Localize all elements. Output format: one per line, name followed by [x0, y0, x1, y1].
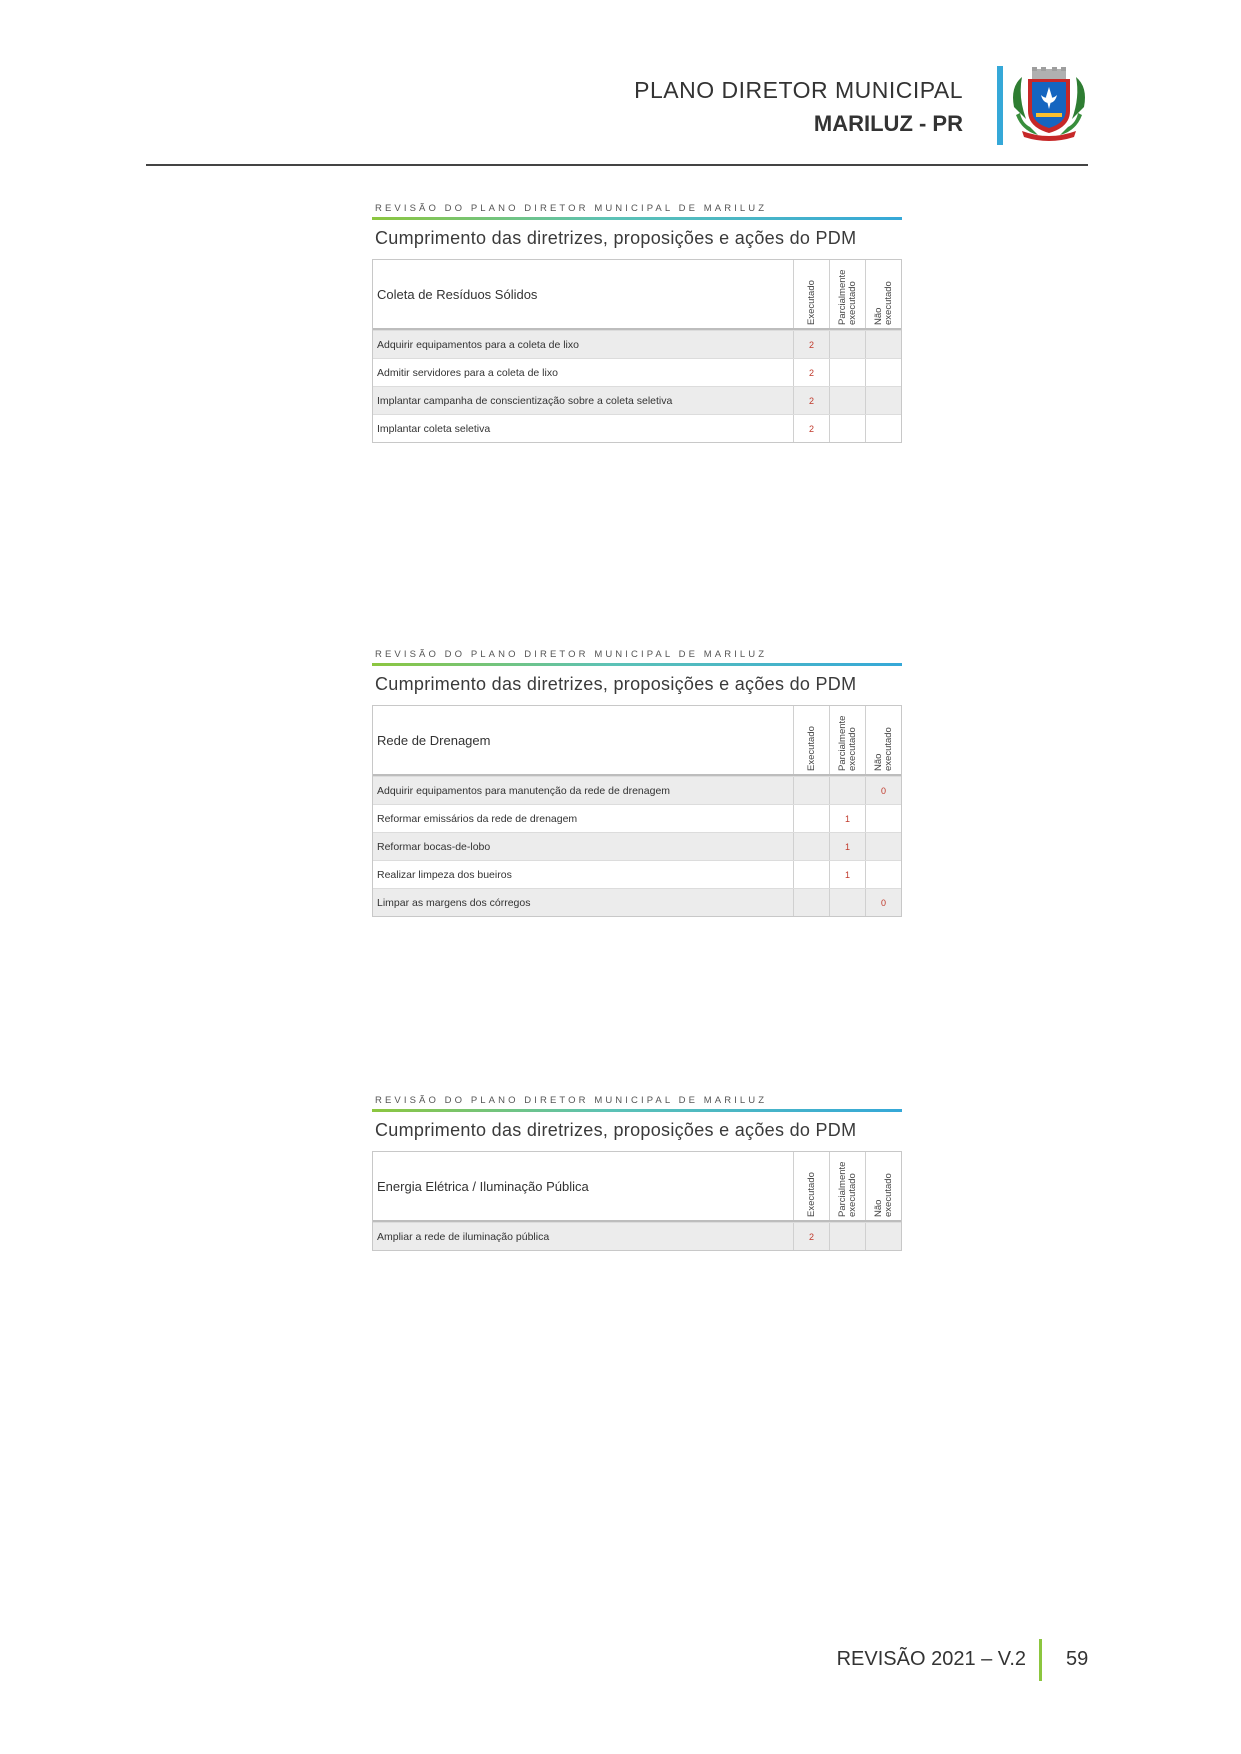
section-name: Energia Elétrica / Iluminação Pública [373, 1152, 794, 1220]
row-label: Adquirir equipamentos para a coleta de lixo [373, 331, 794, 358]
footer-accent-bar [1039, 1639, 1042, 1681]
block-accent-line [372, 1109, 902, 1112]
executado-value [794, 805, 830, 832]
table-header [373, 706, 901, 776]
nao-value [866, 805, 901, 832]
column-parcialmente-executado: Parcialmente executado [830, 260, 866, 328]
row-label: Reformar emissários da rede de drenagem [373, 805, 794, 832]
executado-value [794, 889, 830, 916]
block-accent-line [372, 663, 902, 666]
table-row [373, 860, 901, 888]
parcial-value [830, 1223, 866, 1250]
parcial-value [830, 359, 866, 386]
parcial-value: 1 [830, 833, 866, 860]
nao-value [866, 861, 901, 888]
column-executado: Executado [794, 260, 830, 328]
compliance-table [372, 1151, 902, 1251]
section-name: Rede de Drenagem [373, 706, 794, 774]
compliance-table [372, 259, 902, 443]
nao-value [866, 1223, 901, 1250]
table-row [373, 358, 901, 386]
block-title: Cumprimento das diretrizes, proposições e ações do PDM [375, 674, 857, 694]
nao-value [866, 331, 901, 358]
executado-value [794, 861, 830, 888]
nao-value [866, 833, 901, 860]
table-row [373, 776, 901, 804]
parcial-value [830, 415, 866, 442]
column-executado: Executado [794, 1152, 830, 1220]
executado-value: 2 [794, 415, 830, 442]
row-label: Adquirir equipamentos para manutenção da rede de drenagem [373, 777, 794, 804]
column-nao-executado: Não executado [872, 281, 894, 325]
coat-of-arms-icon [1008, 67, 1090, 145]
parcial-value [830, 331, 866, 358]
table-row [373, 888, 901, 916]
page-number: 59 [1066, 1648, 1089, 1670]
compliance-block-drenagem [372, 649, 902, 919]
header-divider [146, 164, 1088, 166]
nao-value [866, 359, 901, 386]
nao-value [866, 387, 901, 414]
parcial-value [830, 777, 866, 804]
executado-value [794, 833, 830, 860]
compliance-table [372, 705, 902, 917]
block-subtitle: REVISÃO DO PLANO DIRETOR MUNICIPAL DE MARILUZ [375, 203, 768, 214]
table-header [373, 1152, 901, 1222]
block-accent-line [372, 217, 902, 220]
executado-value: 2 [794, 331, 830, 358]
table-row [373, 386, 901, 414]
table-row [373, 1222, 901, 1250]
executado-value: 2 [794, 387, 830, 414]
plan-title: PLANO DIRETOR MUNICIPAL [634, 77, 963, 103]
section-name: Coleta de Resíduos Sólidos [373, 260, 794, 328]
header-accent-bar [997, 66, 1003, 145]
executado-value: 2 [794, 1223, 830, 1250]
block-subtitle: REVISÃO DO PLANO DIRETOR MUNICIPAL DE MARILUZ [375, 1095, 768, 1106]
column-nao-executado: Não executado [872, 727, 894, 771]
nao-value: 0 [880, 785, 886, 796]
compliance-block-energia [372, 1095, 902, 1255]
table-row [373, 832, 901, 860]
column-executado: Executado [794, 706, 830, 774]
municipality-title: MARILUZ - PR [813, 111, 963, 136]
nao-value [866, 415, 901, 442]
block-subtitle: REVISÃO DO PLANO DIRETOR MUNICIPAL DE MARILUZ [375, 649, 768, 660]
table-header [373, 260, 901, 330]
revision-label: REVISÃO 2021 – V.2 [836, 1648, 1026, 1670]
table-row [373, 414, 901, 442]
table-row [373, 330, 901, 358]
row-label: Realizar limpeza dos bueiros [373, 861, 794, 888]
block-title: Cumprimento das diretrizes, proposições e ações do PDM [375, 228, 857, 248]
nao-value: 0 [880, 897, 886, 908]
row-label: Ampliar a rede de iluminação pública [373, 1223, 794, 1250]
executado-value [794, 777, 830, 804]
block-title: Cumprimento das diretrizes, proposições e ações do PDM [375, 1120, 857, 1140]
row-label: Limpar as margens dos córregos [373, 889, 794, 916]
executado-value: 2 [794, 359, 830, 386]
column-nao-executado: Não executado [872, 1173, 894, 1217]
column-parcialmente-executado: Parcialmente executado [830, 1152, 866, 1220]
parcial-value: 1 [830, 861, 866, 888]
compliance-block-coleta [372, 203, 902, 443]
parcial-value [830, 889, 866, 916]
document-header-title [634, 76, 963, 137]
row-label: Admitir servidores para a coleta de lixo [373, 359, 794, 386]
row-label: Implantar campanha de conscientização sobre a coleta seletiva [373, 387, 794, 414]
row-label: Implantar coleta seletiva [373, 415, 794, 442]
parcial-value [830, 387, 866, 414]
column-parcialmente-executado: Parcialmente executado [830, 706, 866, 774]
row-label: Reformar bocas-de-lobo [373, 833, 794, 860]
table-row [373, 804, 901, 832]
parcial-value: 1 [830, 805, 866, 832]
